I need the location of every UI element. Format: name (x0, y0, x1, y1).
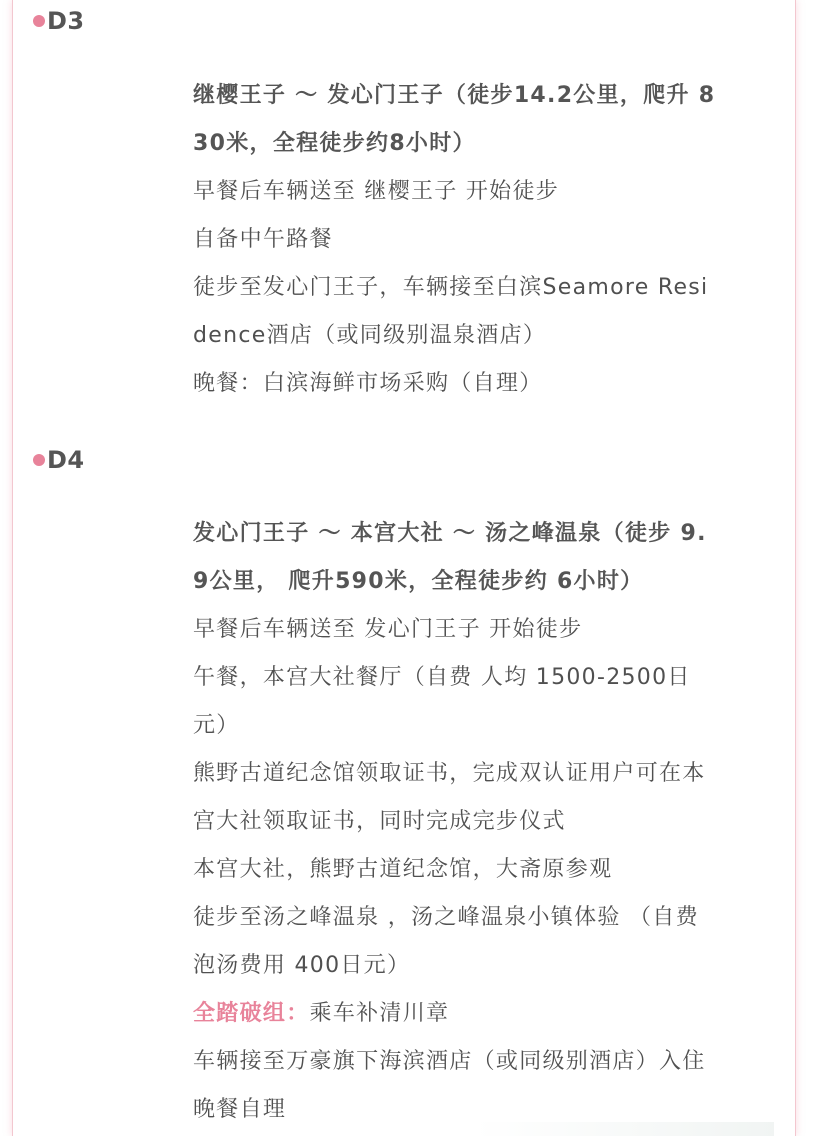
route-title-line: 30米，全程徒步约8小时） (193, 131, 476, 156)
itinerary-line: 宫大社领取证书，同时完成完步仪式 (193, 809, 566, 834)
day-label: D3 (47, 7, 85, 35)
day-header-d3 (33, 7, 85, 35)
highlight-text: 乘车补清川章 (309, 1001, 450, 1026)
itinerary-line: 早餐后车辆送至 发心门王子 开始徒步 (193, 617, 583, 642)
itinerary-line: 熊野古道纪念馆领取证书，完成双认证用户可在本 (193, 761, 706, 786)
highlight-label: 全踏破组： (193, 1001, 310, 1026)
itinerary-line: 午餐，本宫大社餐厅（自费 人均 1500-2500日 (193, 665, 691, 690)
itinerary-line: 早餐后车辆送至 继樱王子 开始徒步 (193, 179, 560, 204)
day-label: D4 (47, 446, 85, 474)
day-header-d4 (33, 446, 85, 474)
highlight-line (193, 990, 777, 1038)
bullet-dot-icon (33, 15, 45, 27)
route-title-line: 9公里， 爬升590米，全程徒步约 6小时） (193, 569, 644, 594)
day-d4-content (193, 510, 777, 1134)
day-d3-content (193, 72, 777, 408)
itinerary-line: dence酒店（或同级别温泉酒店） (193, 323, 547, 348)
itinerary-line: 本宫大社，熊野古道纪念馆，大斋原参观 (193, 857, 613, 882)
itinerary-line: 自备中午路餐 (193, 227, 333, 252)
itinerary-line: 元） (193, 713, 240, 738)
route-title-line: 发心门王子 ～ 本宫大社 ～ 汤之峰温泉（徒步 9. (193, 521, 707, 546)
itinerary-line: 晚餐自理 (193, 1097, 287, 1122)
itinerary-line: 徒步至发心门王子，车辆接至白滨Seamore Resi (193, 275, 709, 300)
bottom-fade-decoration (474, 1122, 774, 1136)
route-title-line: 继樱王子 ～ 发心门王子（徒步14.2公里，爬升 8 (193, 83, 716, 108)
itinerary-line: 车辆接至万豪旗下海滨酒店（或同级别酒店）入住 (193, 1049, 706, 1074)
bullet-dot-icon (33, 454, 45, 466)
itinerary-line: 徒步至汤之峰温泉 ，汤之峰温泉小镇体验 （自费 (193, 905, 699, 930)
itinerary-line: 晚餐：白滨海鲜市场采购（自理） (193, 371, 543, 396)
itinerary-line: 泡汤费用 400日元） (193, 953, 411, 978)
